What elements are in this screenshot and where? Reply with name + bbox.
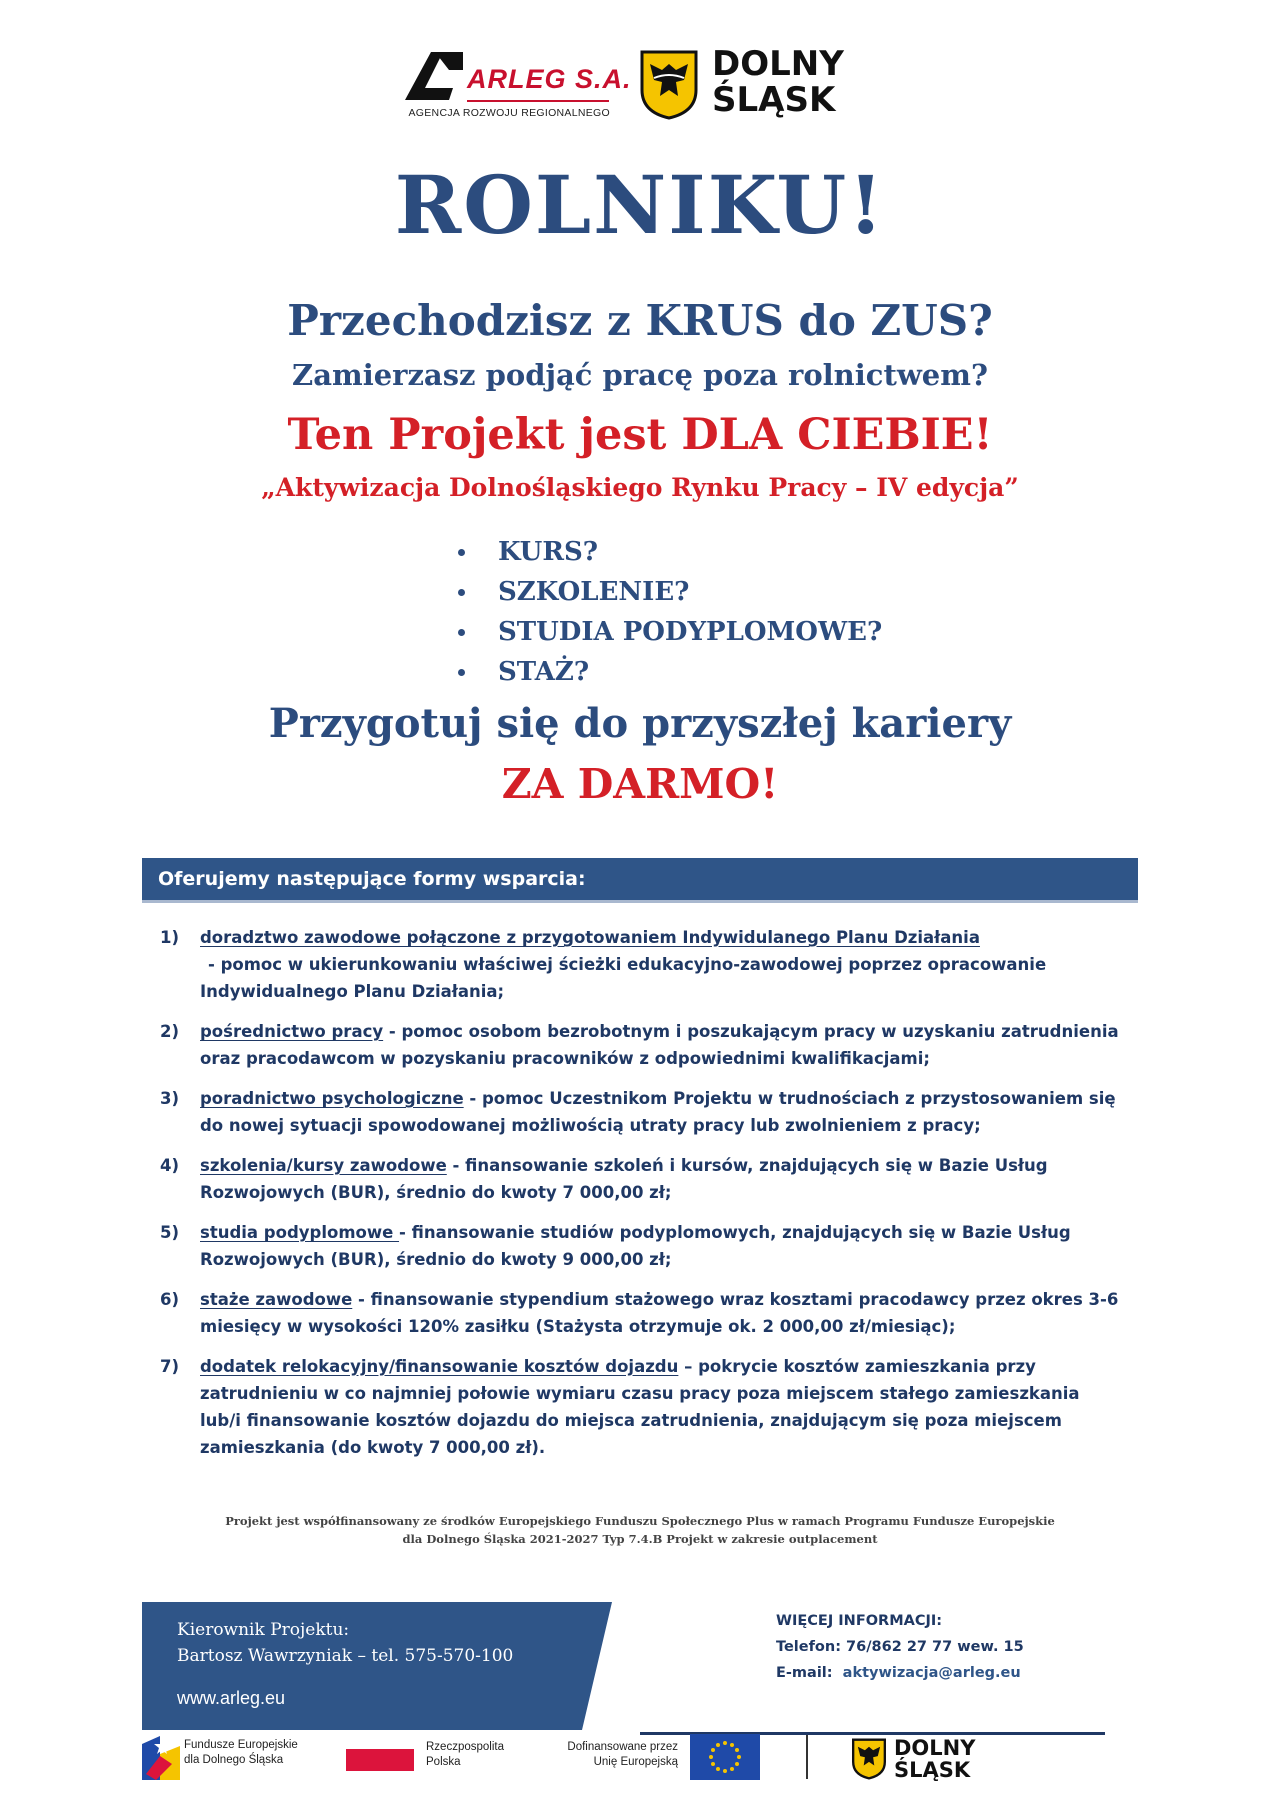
list-item: 2) pośrednictwo pracy - pomoc osobom bezrobotnym i poszukającym pracy w uzyskaniu zatrudnienia oraz pracodawcom w pozyskaniu pracowników z odpowiednimi kwalifikacjami; [160, 1022, 1119, 1068]
bullet-item: KURS? [453, 532, 882, 572]
polish-flag-icon [346, 1749, 414, 1771]
arleg-name: ARLEG S.A. [467, 64, 632, 94]
bullet-item: STUDIA PODYPLOMOWE? [453, 612, 882, 652]
bullet-dot [458, 629, 465, 636]
bullet-dot [458, 669, 465, 676]
dolny-slask-crest-small-icon [852, 1738, 886, 1780]
bullet-dot [458, 589, 465, 596]
support-term: pośrednictwo pracy [200, 1022, 384, 1041]
bullet-dot [458, 549, 465, 556]
dolny-slask-logo-text [712, 46, 844, 118]
eu-flag-icon [690, 1734, 760, 1780]
email-line: E-mail: aktywizacja@arleg.eu [776, 1665, 1021, 1681]
support-term: doradztwo zawodowe połączone z przygotowaniem Indywidulanego Planu Działania [200, 928, 980, 947]
arleg-logo [405, 48, 632, 124]
support-bar-shadow [142, 900, 1138, 903]
more-info [776, 1608, 1024, 1686]
list-item: 1) doradztwo zawodowe połączone z przygotowaniem Indywidulanego Planu Działania - pomoc w ukierunkowaniu właściwej ścieżki edukacyjno-zawodowej poprzez opracowanie Indywidualnego Planu Działania; [160, 928, 1047, 1001]
arleg-subtitle: AGENCJA ROZWOJU REGIONALNEGO [408, 107, 610, 119]
support-list [160, 924, 1120, 1474]
manager-label: Kierownik Projektu: [177, 1620, 350, 1640]
eu-cofinanced-text: Dofinansowane przez Unię Europejską [567, 1741, 678, 1768]
support-term: dodatek relokacyjny/finansowanie kosztów dojazdu [200, 1357, 679, 1376]
main-headline: ROLNIKU! [394, 158, 886, 252]
website-link[interactable]: www.arleg.eu [177, 1688, 286, 1708]
list-item: 3) poradnictwo psychologiczne - pomoc Uczestnikom Projektu w trudnościach z przystosowaniem się do nowej sytuacji spowodowanej możliwością utraty pracy lub zwolnieniem z pracy; [160, 1089, 1116, 1135]
region-line2: ŚLĄSK [712, 80, 836, 120]
list-item: 6) staże zawodowe - finansowanie stypendium stażowego wraz kosztami pracodawcy przez okres 3-6 miesięcy w wysokości 120% zasiłku (Stażysta otrzymuje ok. 2 000,00 zł/miesiąc); [160, 1290, 1119, 1336]
list-item: 7) dodatek relokacyjny/finansowanie kosztów dojazdu – pokrycie kosztów zamieszkania przy zatrudnieniu w co najmniej połowie wymiaru czasu pracy poza miejscem stałego zamieszkania lub/i finansowanie kosztów dojazdu do miejsca zatrudnienia, znajdującym się poza miejscem zamieszkania (do kwoty 7 000,00 zł). [160, 1357, 1080, 1457]
bullet-item: STAŻ? [453, 652, 882, 692]
support-title: Oferujemy następujące formy wsparcia: [158, 868, 586, 890]
arleg-a-icon [405, 48, 465, 104]
manager-contact: Bartosz Wawrzyniak – tel. 575-570-100 [177, 1646, 514, 1666]
support-term: poradnictwo psychologiczne [200, 1089, 464, 1108]
arleg-rule [467, 100, 609, 102]
question-work: Zamierzasz podjąć pracę poza rolnictwem? [292, 358, 988, 392]
more-info-title: WIĘCEJ INFORMACJI: [776, 1613, 943, 1629]
dolny-slask-footer-text: DOLNY ŚLĄSK [894, 1736, 976, 1782]
project-name: „Aktywizacja Dolnośląskiego Rynku Pracy – IV edycja” [261, 473, 1019, 502]
rzeczpospolita-text: Rzeczpospolita Polska [426, 1741, 504, 1768]
fe-text: Fundusze Europejskie dla Dolnego Śląska [184, 1739, 298, 1766]
project-manager-box [142, 1602, 612, 1730]
email-link[interactable]: aktywizacja@arleg.eu [842, 1665, 1021, 1681]
phone-number: Telefon: 76/862 27 77 wew. 15 [776, 1639, 1024, 1655]
fundusze-europejskie-logo [142, 1728, 322, 1788]
support-term: studia podyplomowe [200, 1223, 400, 1242]
support-term: staże zawodowe [200, 1290, 353, 1309]
dolny-slask-crest-icon [640, 50, 698, 120]
career-line: Przygotuj się do przyszłej kariery [268, 700, 1012, 747]
funding-note: Projekt jest współfinansowany ze środków Europejskiego Funduszu Społecznego Plus w ramach Programu Fundusze Europejskie dla Dolnego Śląska 2021-2027 Typ 7.4.B Projekt w zakresie outplacement [225, 1514, 1055, 1546]
free-of-charge: ZA DARMO! [501, 760, 779, 808]
offer-bullets [453, 532, 882, 692]
list-item: 4) szkolenia/kursy zawodowe - finansowanie szkoleń i kursów, znajdujących się w Bazie Usług Rozwojowych (BUR), średnio do kwoty 7 000,00 zł; [160, 1156, 1048, 1202]
question-krus-zus: Przechodzisz z KRUS do ZUS? [287, 296, 993, 345]
support-header-bar [142, 858, 1138, 900]
project-for-you: Ten Projekt jest DLA CIEBIE! [287, 410, 993, 460]
list-item: 5) studia podyplomowe - finansowanie studiów podyplomowych, znajdujących się w Bazie Usług Rozwojowych (BUR), średnio do kwoty 9 000,00 zł; [160, 1223, 1071, 1269]
region-line1: DOLNY [712, 44, 844, 84]
support-term: szkolenia/kursy zawodowe [200, 1156, 447, 1175]
bullet-item: SZKOLENIE? [453, 572, 882, 612]
fe-star-icon [142, 1734, 182, 1780]
logo-separator [806, 1735, 808, 1779]
